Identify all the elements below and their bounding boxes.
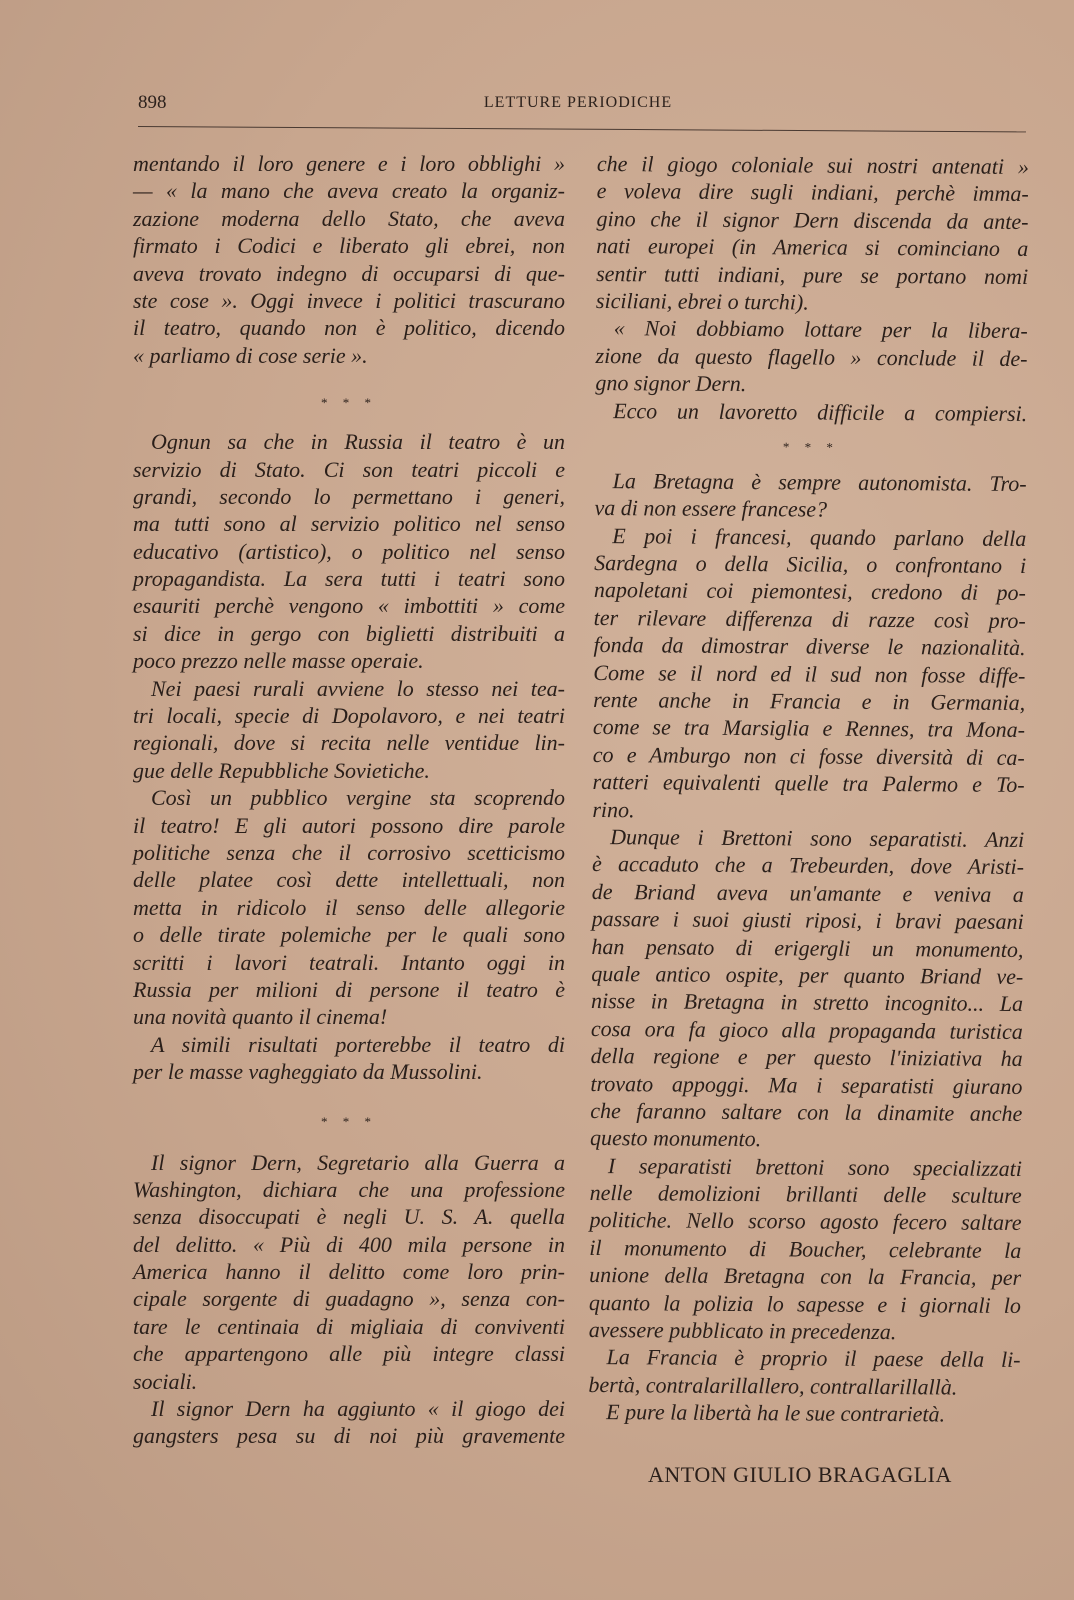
text-line: La Bretagna è sempre autonomista. Tro- [612, 468, 1027, 496]
text-line: La Francia è proprio il paese della li- [606, 1344, 1021, 1373]
text-line: avessere pubblicato in precedenza. [588, 1316, 897, 1345]
text-line: gno signor Dern. [595, 370, 747, 397]
text-line: gino che il signor Dern discenda da ante- [596, 205, 1029, 234]
text-line: bertà, contralarillallero, contrallarillallà. [588, 1371, 958, 1400]
spacer [133, 1086, 565, 1108]
text-line: quale antico ospite, per quanto Briand ve- [591, 960, 1024, 989]
text-line: zazione moderna dello Stato, che aveva [133, 205, 565, 231]
text-line: si dice in gergo con biglietti distribuiti a [133, 620, 565, 646]
text-line: E pure la libertà ha le sue contrarietà. [606, 1399, 946, 1427]
text-line: della regione e per questo l'iniziativa ha [590, 1043, 1023, 1072]
text-line: che appartengono alle più integre classi [133, 1341, 565, 1367]
text-line: Come se il nord ed il sud non fosse diffe- [593, 659, 1026, 688]
text-line: tare le centinaia di migliaia di conviventi [133, 1313, 565, 1339]
text-line: delle platee così dette intellettuali, non [133, 867, 565, 893]
section-divider: * * * [321, 1113, 377, 1129]
text-line: han pensato di erigergli un monumento, [591, 933, 1024, 962]
right-column [588, 150, 1029, 1429]
text-line: nisse in Bretagna in stretto incognito... La [590, 988, 1024, 1017]
section-divider: * * * [321, 395, 377, 411]
spacer [133, 1135, 565, 1149]
text-line: quanto la polizia lo sapesse e i giornali lo [588, 1289, 1022, 1318]
text-line: rino. [592, 796, 635, 822]
left-column [133, 150, 565, 1450]
text-line: I separatisti brettoni sono specializzati [607, 1152, 1022, 1181]
text-line: Washington, dichiara che una professione [133, 1176, 565, 1202]
text-line: ter rilevare differenza di razze così pro- [593, 604, 1026, 633]
text-line: trovato appoggi. Ma i separatisti giurano [590, 1070, 1023, 1099]
text-line: nelle demolizioni brillanti delle sculture [589, 1180, 1022, 1209]
text-line: regionali, dove si recita nelle ventidue lin- [133, 730, 565, 756]
text-line: de Briand aveva un'amante e veniva a [591, 878, 1024, 907]
text-line: va di non essere francese? [594, 495, 828, 522]
text-line: Russia per milioni di persone il teatro è [133, 976, 565, 1002]
text-line: per le masse vagheggiato da Mussolini. [133, 1059, 483, 1085]
text-line: Dunque i Brettoni sono separatisti. Anzi [610, 824, 1025, 852]
text-line: gue delle Repubbliche Sovietiche. [133, 757, 430, 783]
text-line: Ognun sa che in Russia il teatro è un [151, 429, 565, 455]
header-rule [138, 126, 1026, 132]
text-line: servizio di Stato. Ci son teatri piccoli e [133, 456, 565, 482]
text-line: è accaduto che a Trebeurden, dove Aristi- [591, 851, 1025, 880]
page-number: 898 [138, 92, 167, 113]
text-line: propagandista. La sera tutti i teatri sono [133, 566, 565, 592]
text-line: o delle tirate polemiche per le quali sono [133, 922, 565, 948]
text-line: il teatro, quando non è politico, dicendo [133, 315, 565, 341]
text-line: senza disoccupati è negli U. S. A. quella [133, 1204, 565, 1230]
page-header [138, 92, 1018, 122]
running-head: LETTURE PERIODICHE [483, 94, 673, 111]
text-line: unione della Bretagna con la Francia, per [589, 1262, 1022, 1291]
text-line: tri locali, specie di Dopolavoro, e nei teatri [133, 703, 565, 729]
text-line: metta in ridicolo il senso delle allegorie [133, 894, 565, 920]
text-line: mentando il loro genere e i loro obblighi » [133, 151, 565, 176]
text-line: A simili risultati porterebbe il teatro di [151, 1031, 565, 1057]
text-line: Il signor Dern ha aggiunto « il giogo dei [151, 1396, 565, 1422]
text-line: nati europei (in America si cominciano a [596, 233, 1029, 262]
text-line: che il giogo coloniale sui nostri antenati » [596, 150, 1029, 180]
text-line: una novità quanto il cinema! [133, 1004, 388, 1030]
text-line: il monumento di Boucher, celebrante la [589, 1234, 1022, 1263]
text-line: gangsters pesa su di noi più gravemente [133, 1423, 565, 1449]
text-line: America hanno il delitto come loro prin- [133, 1259, 565, 1285]
text-line: esauriti perchè vengono « imbottiti » come [133, 593, 565, 619]
text-line: passare i suoi giusti riposi, i bravi paesani [591, 906, 1024, 935]
text-line: questo monumento. [590, 1125, 762, 1152]
text-line: fonda da dimostrar diverse le nazionalità. [593, 632, 1026, 661]
text-line: che faranno saltare con la dinamite anche [590, 1097, 1023, 1126]
text-line: il teatro! E gli autori possono dire parole [133, 812, 565, 838]
text-line: scritti i lavori teatrali. Intanto oggi in [133, 949, 565, 975]
text-line: ste cose ». Oggi invece i politici trascurano [133, 287, 565, 313]
text-line: come se tra Marsiglia e Rennes, tra Mona- [592, 714, 1026, 743]
text-line: zione da questo flagello » conclude il de- [595, 342, 1028, 371]
section-divider: * * * [782, 439, 839, 455]
spacer [133, 416, 565, 428]
spacer [133, 369, 565, 389]
text-line: Nei paesi rurali avviene lo stesso nei tea- [151, 675, 565, 701]
text-line: aveva trovato indegno di occuparsi di que- [133, 260, 565, 286]
text-line: sentir tutti indiani, pure se portano nomi [596, 260, 1029, 289]
text-line: poco prezzo nelle masse operaie. [133, 648, 424, 674]
text-line: politiche senza che il corrosivo scetticismo [133, 839, 565, 865]
text-line: « Noi dobbiamo lottare per la libera- [613, 315, 1028, 344]
author-signature: ANTON GIULIO BRAGAGLIA [648, 1462, 952, 1487]
text-line: e voleva dire sugli indiani, perchè imma- [596, 178, 1029, 207]
text-line: siciliani, ebrei o turchi). [595, 287, 809, 315]
text-line: del delitto. « Più di 400 mila persone in [133, 1231, 565, 1257]
text-line: « parliamo di cose serie ». [133, 342, 368, 368]
text-line: cosa ora fa gioco alla propaganda turistica [590, 1015, 1023, 1044]
text-line: rente anche in Francia e in Germania, [593, 687, 1026, 716]
text-line: firmato i Codici e liberato gli ebrei, non [133, 233, 565, 259]
text-line: co e Amburgo non ci fosse diversità di ca- [592, 741, 1025, 770]
text-line: Ecco un lavoretto difficile a compiersi. [613, 397, 1028, 426]
text-line: Così un pubblico vergine sta scoprendo [151, 785, 565, 811]
text-line: cipale sorgente di guadagno », senza con- [133, 1286, 565, 1312]
text-line: ratteri equivalenti quelle tra Palermo e To- [592, 769, 1025, 798]
text-line: Il signor Dern, Segretario alla Guerra a [151, 1149, 565, 1175]
text-line: E poi i francesi, quando parlano della [612, 522, 1027, 551]
text-line: sociali. [133, 1368, 198, 1394]
text-line: grandi, secondo lo permettano i generi, [133, 483, 565, 509]
text-line: politiche. Nello scorso agosto fecero saltare [589, 1207, 1022, 1236]
text-line: educativo (artistico), o politico nel senso [133, 538, 565, 564]
text-line: — « la mano che aveva creato la organiz- [133, 178, 565, 204]
text-line: napoletani coi piemontesi, credono di po- [593, 577, 1027, 606]
text-line: ma tutti sono al servizio politico nel senso [133, 511, 565, 537]
text-line: Sardegna o della Sicilia, o confrontano i [594, 550, 1027, 579]
